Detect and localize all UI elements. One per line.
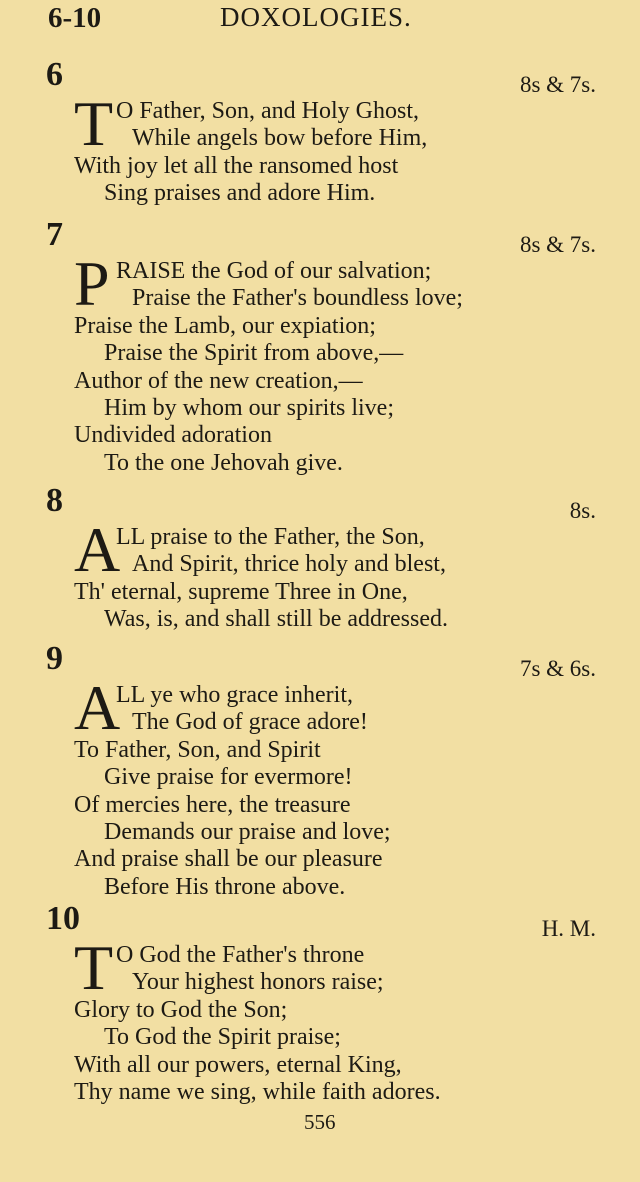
hymn-number: 9: [46, 640, 63, 677]
hymn-meter: 8s & 7s.: [519, 72, 596, 97]
hymn-range: 6-10: [48, 2, 102, 34]
verse-line: Give praise for evermore!: [104, 764, 353, 791]
verse-line: Glory to God the Son;: [74, 996, 288, 1023]
page-title: DOXOLOGIES.: [220, 2, 412, 32]
drop-cap: P: [74, 248, 110, 319]
verse-line: To Father, Son, and Spirit: [74, 736, 321, 763]
hymn-verse: [74, 682, 391, 901]
verse-line: RAISE the God of our salvation;: [116, 258, 432, 284]
verse-line: While angels bow before Him,: [132, 125, 428, 152]
verse-line: Th' eternal, supreme Three in One,: [74, 578, 408, 605]
verse-line: Sing praises and adore Him.: [104, 180, 376, 207]
verse-line: Praise the Lamb, our expiation;: [74, 312, 376, 339]
hymn-number: 10: [46, 900, 80, 937]
verse-line: Demands our praise and love;: [104, 818, 391, 845]
page-number: 556: [304, 1110, 336, 1134]
verse-line: Praise the Father's boundless love;: [132, 285, 463, 312]
drop-cap: A: [74, 672, 121, 743]
verse-line: With joy let all the ransomed host: [74, 152, 399, 179]
verse-line: With all our powers, eternal King,: [74, 1051, 402, 1078]
verse-line: To God the Spirit praise;: [104, 1024, 341, 1051]
verse-line: LL praise to the Father, the Son,: [116, 524, 425, 550]
verse-line: Before His throne above.: [104, 873, 346, 900]
verse-line: Author of the new creation,—: [74, 367, 363, 394]
verse-line: The God of grace adore!: [132, 709, 368, 736]
verse-line: Was, is, and shall still be addressed.: [104, 606, 449, 633]
verse-line: Undivided adoration: [74, 422, 272, 449]
drop-cap: T: [74, 932, 114, 1003]
hymn-meter: 7s & 6s.: [519, 656, 596, 681]
verse-line: O Father, Son, and Holy Ghost,: [116, 98, 420, 124]
verse-line: Thy name we sing, while faith adores.: [74, 1078, 441, 1105]
verse-line: LL ye who grace inherit,: [116, 682, 354, 708]
hymn-number: 7: [46, 216, 63, 253]
verse-line: Of mercies here, the treasure: [74, 791, 351, 818]
hymn-meter: 8s & 7s.: [519, 232, 596, 257]
hymn-meter: 8s.: [569, 498, 596, 523]
hymn-number: 6: [46, 56, 63, 93]
verse-line: To the one Jehovah give.: [104, 449, 343, 476]
verse-line: And Spirit, thrice holy and blest,: [132, 551, 446, 578]
hymn-number: 8: [46, 482, 63, 519]
verse-line: Your highest honors raise;: [132, 969, 384, 996]
drop-cap: T: [74, 88, 114, 159]
hymn-verse: [74, 98, 427, 208]
hymn-meter: H. M.: [541, 916, 596, 941]
drop-cap: A: [74, 514, 121, 585]
verse-line: O God the Father's throne: [116, 942, 365, 968]
hymn-verse: [74, 258, 463, 477]
hymn-verse: [74, 524, 448, 634]
verse-line: Praise the Spirit from above,—: [104, 340, 404, 367]
hymn-verse: [74, 942, 441, 1106]
verse-line: Him by whom our spirits live;: [104, 394, 394, 421]
page-header: [48, 2, 608, 38]
verse-line: And praise shall be our pleasure: [74, 846, 383, 873]
